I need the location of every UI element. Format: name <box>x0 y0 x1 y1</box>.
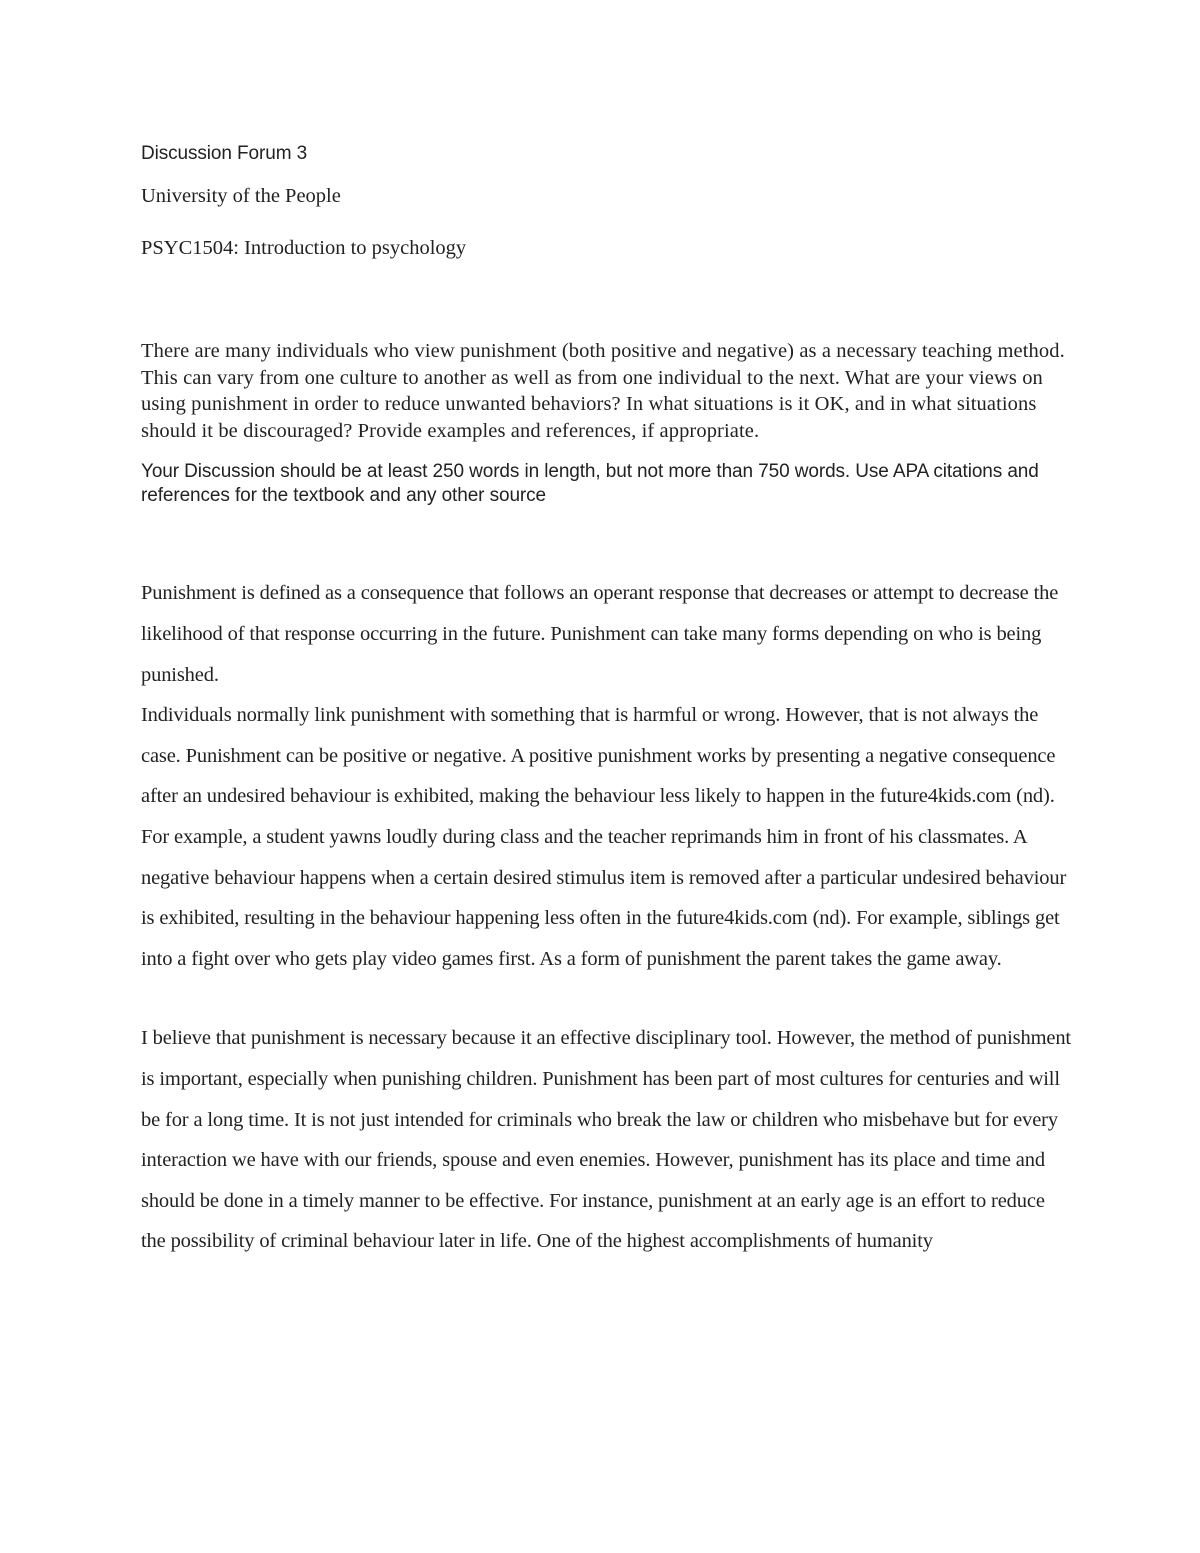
discussion-prompt: There are many individuals who view punishment (both positive and negative) as a necessary teaching method. This can vary from one culture to another as well as from one individual to the next. What are your views on using punishment in order to reduce unwanted behaviors? In what situations is it OK, and in what situations should it be discouraged? Provide examples and references, if appropriate. <box>141 340 1065 442</box>
document-content <box>141 140 1071 1262</box>
document-title: Discussion Forum 3 <box>141 143 308 164</box>
body-paragraph: I believe that punishment is necessary because it an effective disciplinary tool. However, the method of punishment is important, especially when punishing children. Punishment has been part of most cultures for centuries and will be for a long time. It is not just intended for criminals who break the law or children who misbehave but for every interaction we have with our friends, spouse and even enemies. However, punishment has its place and time and should be done in a timely manner to be effective. For instance, punishment at an early age is an effort to reduce the possibility of criminal behaviour later in life. One of the highest accomplishments of humanity <box>141 1027 1071 1253</box>
institution-name: University of the People <box>141 185 341 207</box>
body-paragraph: Individuals normally link punishment with something that is harmful or wrong. However, that is not always the case. Punishment can be positive or negative. A positive punishment works by presenting a negative consequence after an undesired behaviour is exhibited, making the behaviour less likely to happen in the future4kids.com (nd). For example, a student yawns loudly during class and the teacher reprimands him in front of his classmates. A negative behaviour happens when a certain desired stimulus item is removed after a particular undesired behaviour is exhibited, resulting in the behaviour happening less often in the future4kids.com (nd). For example, siblings get into a fight over who gets play video games first. As a form of punishment the parent takes the game away. <box>141 704 1067 970</box>
discussion-instructions: Your Discussion should be at least 250 words in length, but not more than 750 words. Use APA citations and references for the textbook and any other source <box>141 461 1039 507</box>
course-name: PSYC1504: Introduction to psychology <box>141 237 467 259</box>
body-paragraph: Punishment is defined as a consequence that follows an operant response that decreases or attempt to decrease the likelihood of that response occurring in the future. Punishment can take many forms depending on who is being punished. <box>141 582 1059 686</box>
